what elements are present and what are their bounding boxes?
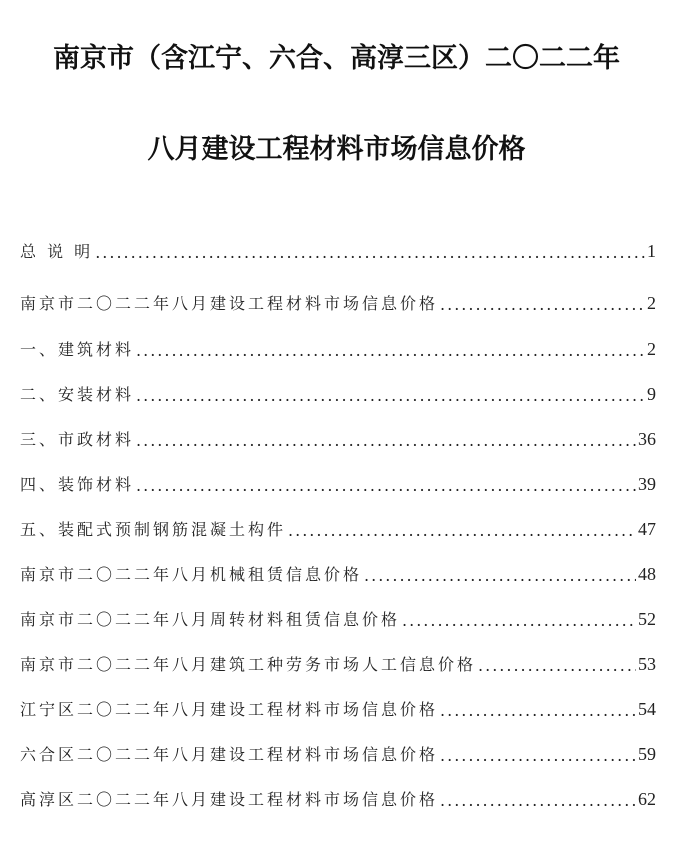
- toc-entry[interactable]: [20, 696, 656, 720]
- toc-leader-dots: [95, 243, 645, 262]
- toc-entry-label: 二、安装材料: [20, 385, 135, 404]
- toc-entry[interactable]: [20, 651, 656, 675]
- toc-entry-page: 53: [638, 654, 656, 674]
- toc-leader-dots: [136, 386, 645, 405]
- toc-entry-label: 南京市二〇二二年八月建筑工种劳务市场人工信息价格: [20, 655, 477, 674]
- toc-entry-page: 1: [647, 241, 656, 261]
- toc-entry[interactable]: [20, 290, 656, 314]
- toc-entry-label: 三、市政材料: [20, 430, 135, 449]
- toc-entry-label: 南京市二〇二二年八月建设工程材料市场信息价格: [20, 294, 439, 313]
- toc-leader-dots: [364, 566, 636, 585]
- toc-entry[interactable]: [20, 786, 656, 810]
- toc-leader-dots: [440, 746, 636, 765]
- toc-leader-dots: [136, 431, 636, 450]
- toc-entry[interactable]: [20, 381, 656, 405]
- toc-leader-dots: [440, 791, 636, 810]
- toc-entry[interactable]: [20, 336, 656, 360]
- toc-entry[interactable]: [20, 606, 656, 630]
- document-title-line-1: 南京市（含江宁、六合、高淳三区）二〇二二年: [53, 43, 620, 74]
- toc-entry-page: 39: [638, 474, 656, 494]
- toc-entry-page: 62: [638, 789, 656, 809]
- toc-entry-page: 54: [638, 699, 656, 719]
- toc-entry[interactable]: [20, 516, 656, 540]
- toc-leader-dots: [440, 295, 645, 314]
- toc-entry-label: 南京市二〇二二年八月周转材料租赁信息价格: [20, 610, 401, 629]
- document-title-line-2: 八月建设工程材料市场信息价格: [147, 134, 526, 165]
- toc-entry[interactable]: [20, 238, 656, 262]
- toc-entry-page: 47: [638, 519, 656, 539]
- toc-entry-page: 59: [638, 744, 656, 764]
- toc-leader-dots: [478, 656, 636, 675]
- toc-entry-label: 五、装配式预制钢筋混凝土构件: [20, 520, 287, 539]
- toc-leader-dots: [402, 611, 636, 630]
- toc-entry-label: 高淳区二〇二二年八月建设工程材料市场信息价格: [20, 790, 439, 809]
- toc-entry[interactable]: [20, 741, 656, 765]
- toc-entry[interactable]: [20, 471, 656, 495]
- toc-entry-label: 总 说 明: [20, 242, 94, 261]
- toc-leader-dots: [440, 701, 636, 720]
- toc-entry-page: 48: [638, 564, 656, 584]
- toc-entry-label: 南京市二〇二二年八月机械租赁信息价格: [20, 565, 363, 584]
- toc-entry-label: 四、装饰材料: [20, 475, 135, 494]
- toc-entry-page: 36: [638, 429, 656, 449]
- toc-entry-label: 六合区二〇二二年八月建设工程材料市场信息价格: [20, 745, 439, 764]
- toc-entry-page: 52: [638, 609, 656, 629]
- toc-entry-label: 一、建筑材料: [20, 340, 135, 359]
- toc-entry-label: 江宁区二〇二二年八月建设工程材料市场信息价格: [20, 700, 439, 719]
- toc-entry[interactable]: [20, 426, 656, 450]
- toc-leader-dots: [288, 521, 636, 540]
- toc-entry-page: 2: [647, 293, 656, 313]
- toc-entry-page: 2: [647, 339, 656, 359]
- toc-leader-dots: [136, 341, 645, 360]
- toc-entry-page: 9: [647, 384, 656, 404]
- toc-entry[interactable]: [20, 561, 656, 585]
- toc-leader-dots: [136, 476, 636, 495]
